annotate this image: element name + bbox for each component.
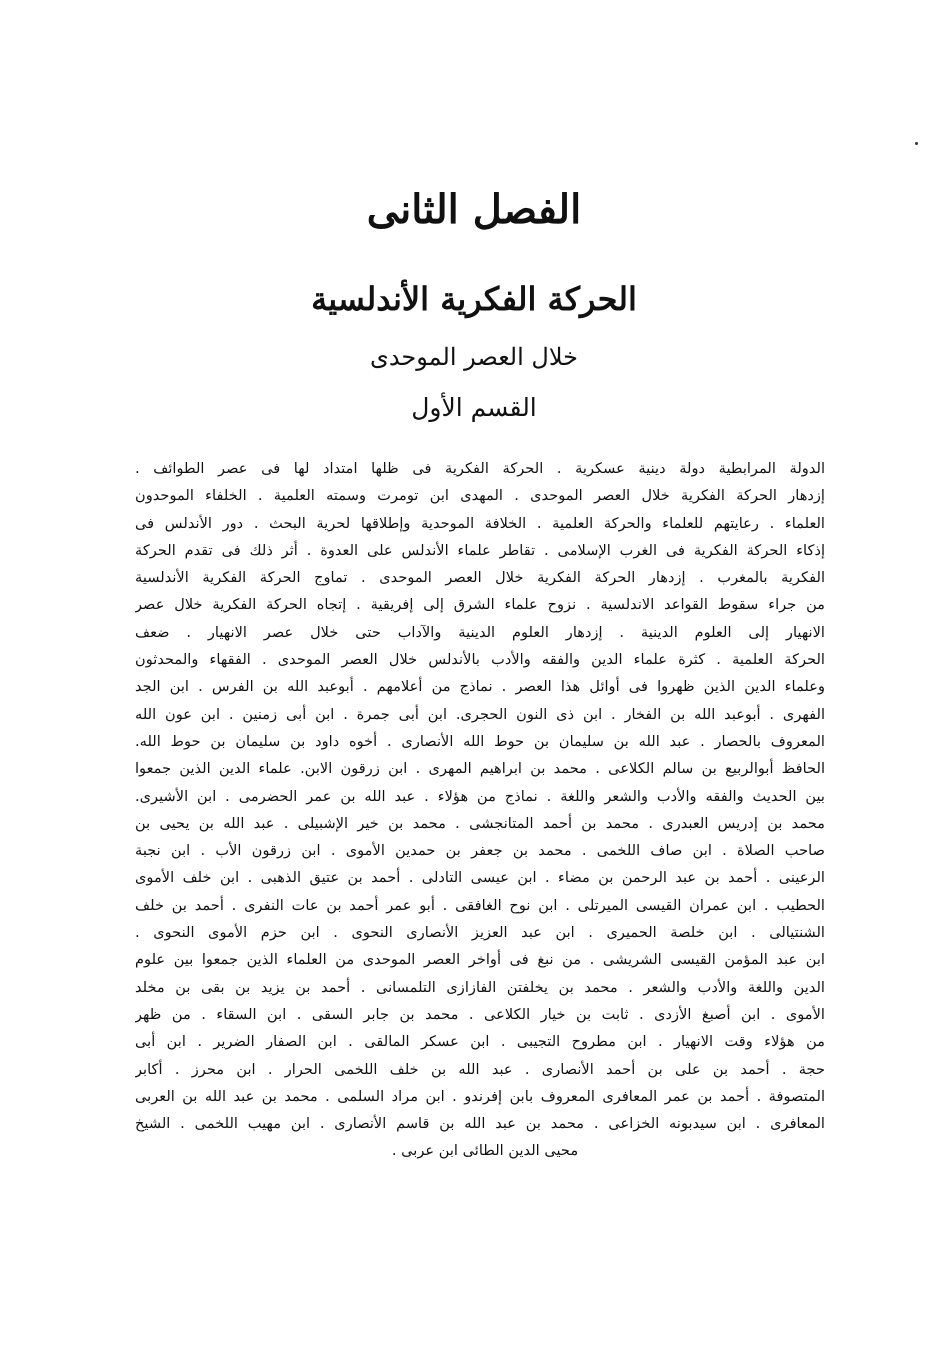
summary-line: الحافظ أبوالربيع بن سالم الكلاعى . محمد بن ابراهيم المهرى . ابن زرقون الابن. علماء الدين الذين جمعوا bbox=[135, 760, 825, 778]
summary-line: ابن عبد المؤمن القيسى الشريشى . من نبغ فى أواخر العصر الموحدى من العلماء الذين جمعوا بين علوم bbox=[135, 951, 825, 969]
subtitle: خلال العصر الموحدى bbox=[370, 343, 578, 371]
summary-line: بين الحديث والفقه والأدب والشعر واللغة . نماذج من هؤلاء . عبد الله بن عمر الحضرمى . ابن الأشيرى. bbox=[135, 787, 825, 805]
scan-speck-mark bbox=[915, 142, 918, 145]
part-title: القسم الأول bbox=[411, 393, 537, 422]
summary-line: الحركة العلمية . كثرة علماء الدين والفقه والأدب بالأندلس خلال العصر الموحدى . الفقهاء والمحدثون bbox=[135, 651, 825, 669]
summary-line: الأموى . ابن أصبغ الأزدى . ثابت بن خيار الكلاعى . محمد بن جابر السقى . ابن السقاء . من ظهر bbox=[135, 1005, 825, 1023]
summary-line: إزدهار الحركة الفكرية خلال العصر الموحدى . المهدى ابن تومرت وسمته العلمية . الخلفاء الموحدون bbox=[135, 487, 825, 505]
chapter-summary bbox=[135, 455, 825, 1165]
summary-line: محمد بن إدريس العبدرى . محمد بن أحمد المتانجشى . محمد بن خير الإشبيلى . عبد الله بن يحيى بن bbox=[135, 814, 825, 832]
summary-line: المعافرى . ابن سيدبونه الخزاعى . محمد بن عبد الله بن قاسم الأنصارى . ابن مهيب اللخمى . الشيخ bbox=[135, 1115, 825, 1133]
summary-line: محيى الدين الطائى ابن عربى . bbox=[391, 1142, 579, 1160]
summary-line: الحطيب . ابن عمران القيسى الميرتلى . ابن نوح الغافقى . أبو عمر أحمد بن عات النفرى . أحمد بن خلف bbox=[135, 896, 825, 914]
summary-line: الرعينى . أحمد بن عبد الرحمن بن مضاء . ابن عيسى التادلى . أحمد بن عتيق الذهبى . ابن خلف الأموى bbox=[135, 869, 825, 887]
summary-line: صاحب الصلاة . ابن صاف اللخمى . محمد بن جعفر بن حمدين الأموى . ابن زرقون الأب . ابن نجبة bbox=[135, 842, 825, 860]
section-title: الحركة الفكرية الأندلسية bbox=[311, 280, 637, 318]
summary-line: المعروف بالحصار . عبد الله بن سليمان بن حوط الله الأنصارى . أخوه داود بن سليمان بن حوط الله. bbox=[135, 732, 825, 750]
chapter-title: الفصل الثانى bbox=[366, 186, 582, 233]
summary-line: الدولة المرابطية دولة دينية عسكرية . الحركة الفكرية فى ظلها امتداد لها فى عصر الطوائف . bbox=[135, 460, 825, 477]
summary-line: المتصوفة . أحمد بن عمر المعافرى المعروف بابن إفرندو . ابن مراد السلمى . محمد بن عبد الله بن العربى bbox=[135, 1087, 825, 1105]
summary-line: حجة . أحمد بن على بن أحمد الأنصارى . عبد الله بن خلف اللخمى الحرار . ابن محرز . أكابر bbox=[135, 1060, 825, 1078]
summary-line: الدين واللغة والأدب والشعر . محمد بن يخلفتن الفازازى التلمسانى . أحمد بن يزيد بن بقى بن مخلد bbox=[135, 978, 825, 996]
summary-line: وعلماء الدين الذين ظهروا فى أوائل هذا العصر . نماذج من أعلامهم . أبوعبد الله بن الفرس . ابن الجد bbox=[135, 678, 825, 696]
summary-line: الانهيار إلى العلوم الدينية . إزدهار العلوم الدينية والآداب حتى خلال عصر الانهيار . ضعف bbox=[135, 623, 825, 641]
summary-line: الفهرى . أبوعبد الله بن الفخار . ابن ذى النون الحجرى. ابن أبى جمرة . ابن أبى زمنين . ابن عون الله bbox=[135, 705, 825, 723]
summary-line: من هؤلاء وقت الانهيار . ابن مطروح التجيبى . ابن عسكر المالقى . ابن الصفار الضرير . ابن أبى bbox=[135, 1033, 825, 1051]
summary-line: من جراء سقوط القواعد الاندلسية . نزوح علماء الشرق إلى إفريقية . إتجاه الحركة الفكرية خلال عصر bbox=[135, 596, 825, 614]
summary-line: العلماء . رعايتهم للعلماء والحركة العلمية . الخلافة الموحدية وإطلاقها لحرية البحث . دور الأندلس فى bbox=[135, 514, 825, 532]
summary-line: الفكرية بالمغرب . إزدهار الحركة الفكرية خلال العصر الموحدى . تماوج الحركة الفكرية الأندلسية bbox=[135, 569, 825, 587]
summary-line: إذكاء الحركة الفكرية فى الغرب الإسلامى . تقاطر علماء الأندلس على العدوة . أثر ذلك فى تقدم الحركة bbox=[135, 541, 825, 559]
summary-line: الشنتيالى . ابن خلصة الحميرى . ابن عبد العزيز الأنصارى النحوى . ابن حزم الأموى النحوى . bbox=[135, 924, 825, 942]
